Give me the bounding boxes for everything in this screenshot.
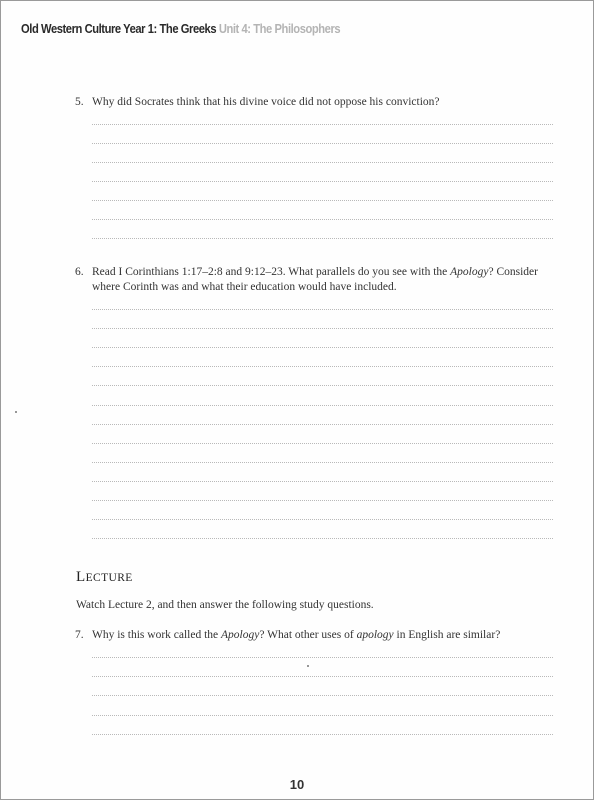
section-heading-lecture <box>76 569 133 586</box>
running-header <box>21 21 340 36</box>
answer-line[interactable] <box>92 143 553 144</box>
question-number: 6. <box>75 266 84 278</box>
header-unit-title: Unit 4: The Philosophers <box>218 21 341 36</box>
section-heading-initial: L <box>76 569 86 585</box>
question-text-part: Why is this work called the <box>92 629 222 641</box>
scan-speck <box>15 411 17 413</box>
answer-line[interactable] <box>92 309 553 310</box>
answer-line[interactable] <box>92 162 553 163</box>
answer-line[interactable] <box>92 424 553 425</box>
question-5 <box>75 95 545 110</box>
answer-line[interactable] <box>92 328 553 329</box>
question-text-part: Read I Corinthians 1:17–2:8 and 9:12–23. What parallels do you see with the <box>92 266 451 278</box>
answer-line[interactable] <box>92 124 553 125</box>
answer-line[interactable] <box>92 500 553 501</box>
italic-title: Apology <box>450 266 489 278</box>
answer-line[interactable] <box>92 481 553 482</box>
question-7 <box>75 628 545 643</box>
answer-line[interactable] <box>92 695 553 696</box>
answer-line[interactable] <box>92 219 553 220</box>
answer-line[interactable] <box>92 676 553 677</box>
italic-title: Apology <box>221 629 260 641</box>
answer-line[interactable] <box>92 462 553 463</box>
answer-line[interactable] <box>92 347 553 348</box>
question-text-part: ? Consider where Corinth was and what their education would have included. <box>92 266 538 293</box>
question-text-part: in English are similar? <box>393 629 501 641</box>
question-text <box>92 265 545 295</box>
answer-line[interactable] <box>92 734 553 735</box>
question-text <box>92 628 545 643</box>
answer-line[interactable] <box>92 238 553 239</box>
question-6 <box>75 265 545 295</box>
header-course-title: Old Western Culture Year 1: The Greeks <box>21 21 217 36</box>
page-number: 10 <box>289 777 305 792</box>
answer-line[interactable] <box>92 385 553 386</box>
answer-line[interactable] <box>92 181 553 182</box>
answer-line[interactable] <box>92 715 553 716</box>
question-text <box>92 95 545 110</box>
question-number: 5. <box>75 96 84 108</box>
answer-line[interactable] <box>92 200 553 201</box>
section-instruction: Watch Lecture 2, and then answer the following study questions. <box>76 599 374 611</box>
question-number: 7. <box>75 629 84 641</box>
question-text-part: Why did Socrates think that his divine voice did not oppose his conviction? <box>92 96 440 108</box>
answer-line[interactable] <box>92 366 553 367</box>
question-text-part: ? What other uses of <box>259 629 357 641</box>
answer-line[interactable] <box>92 405 553 406</box>
answer-line[interactable] <box>92 657 553 658</box>
italic-title: apology <box>356 629 394 641</box>
scan-speck <box>307 665 309 667</box>
answer-line[interactable] <box>92 443 553 444</box>
answer-line[interactable] <box>92 519 553 520</box>
section-heading-rest: ECTURE <box>85 572 133 584</box>
answer-line[interactable] <box>92 538 553 539</box>
